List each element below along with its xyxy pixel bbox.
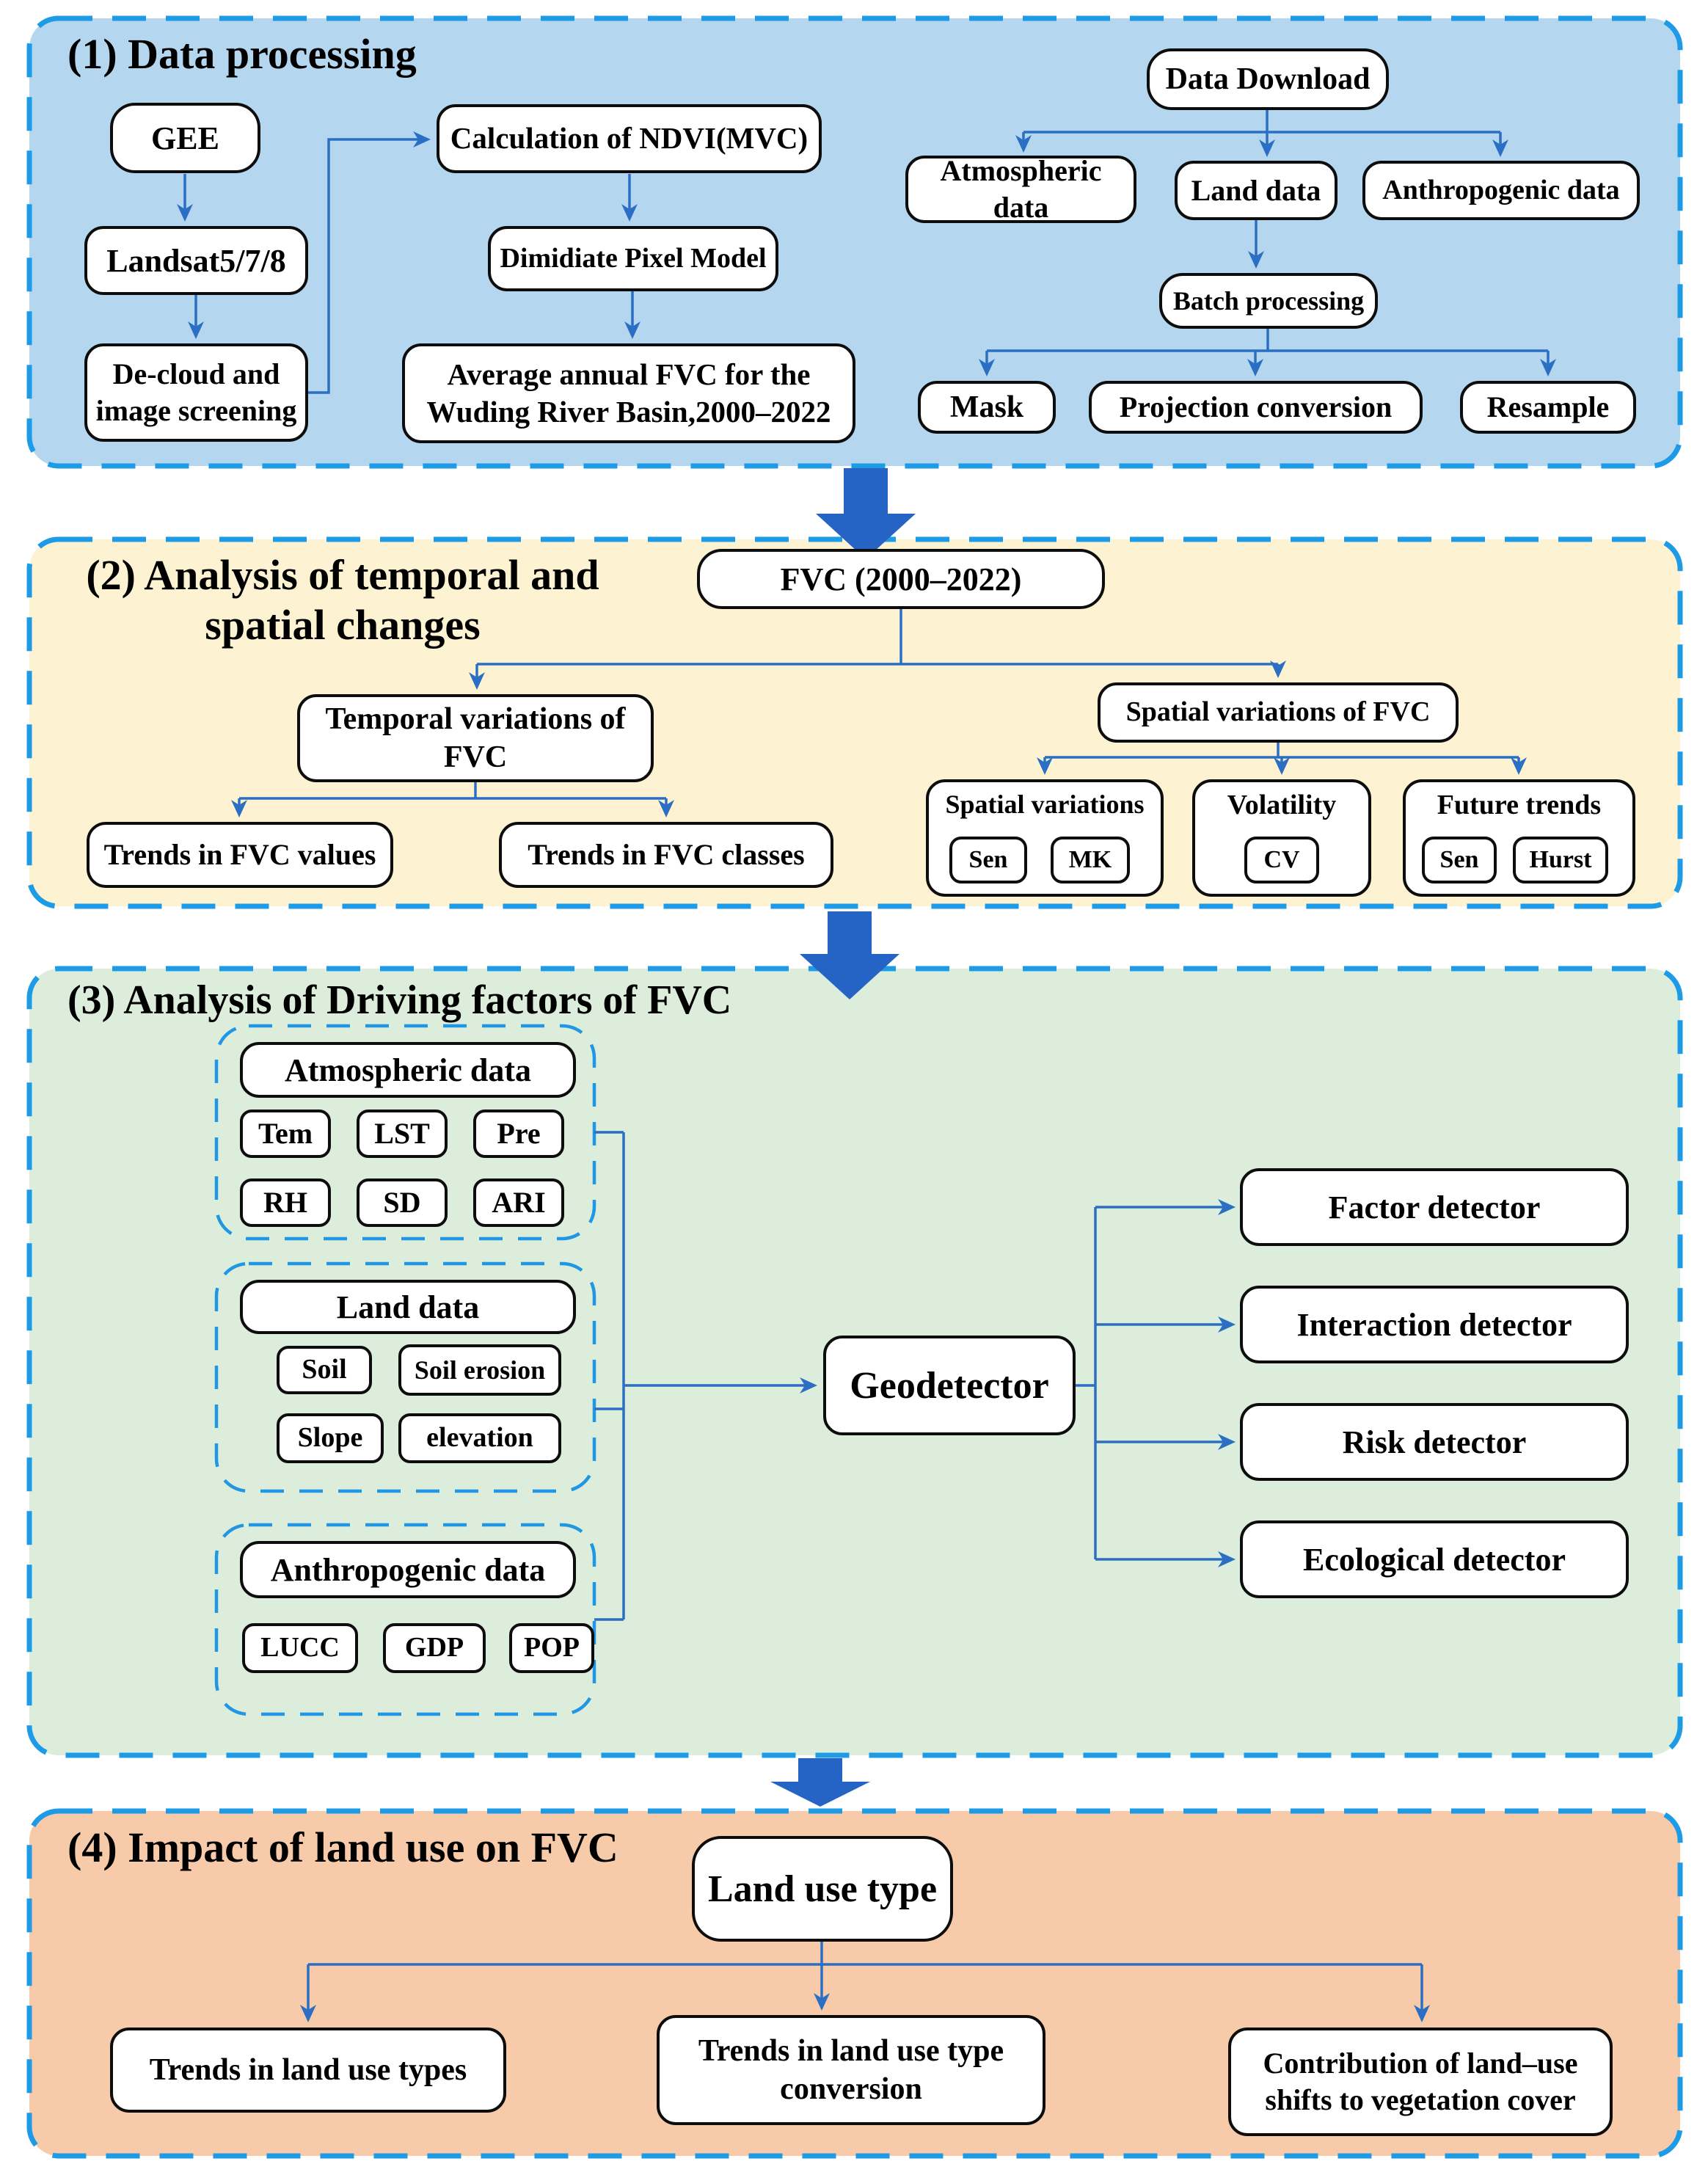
node-interaction-detector: Interaction detector [1240,1286,1629,1363]
group-volatility-label: Volatility [1227,790,1337,820]
node-fvc-2000-2022: FVC (2000–2022) [697,549,1105,609]
chip-soil: Soil [277,1346,372,1394]
section-2-title-line1: (2) Analysis of temporal and [86,551,599,599]
node-trends-fvc-values: Trends in FVC values [87,822,393,888]
chip-rh: RH [240,1178,331,1227]
node-land-data-header: Land data [240,1280,576,1334]
node-gee: GEE [110,103,260,173]
node-temporal-variations: Temporal variations of FVC [297,694,654,782]
chip-tem: Tem [240,1110,331,1158]
node-risk-detector: Risk detector [1240,1403,1629,1481]
node-atmospheric-data-header: Atmospheric data [240,1042,576,1098]
group-spatial-variations-label: Spatial variations [945,790,1145,819]
node-geodetector: Geodetector [823,1336,1076,1435]
node-batch-processing: Batch processing [1159,273,1378,329]
chip-slope: Slope [277,1413,384,1463]
node-anthropogenic-data-1: Anthropogenic data [1362,161,1640,220]
group-future-trends-label: Future trends [1437,790,1602,820]
chip-sd: SD [357,1178,448,1227]
node-landsat: Landsat5/7/8 [84,226,308,295]
node-trends-fvc-classes: Trends in FVC classes [499,822,833,888]
node-projection-conversion: Projection conversion [1089,381,1423,434]
chip-elevation: elevation [398,1413,561,1463]
section-2-title [53,550,632,651]
chip-gdp: GDP [383,1623,486,1673]
section-3-to-4-arrow-icon [770,1758,870,1807]
section-1-title: (1) Data processing [67,30,417,78]
node-data-download: Data Download [1147,48,1389,110]
node-land-use-type: Land use type [692,1836,953,1942]
node-land-data-1: Land data [1175,161,1337,220]
node-trends-land-use-conversion: Trends in land use type conversion [657,2015,1045,2125]
section-3-title: (3) Analysis of Driving factors of FVC [67,977,732,1023]
node-contribution-land-use: Contribution of land–use shifts to vegetation cover [1228,2028,1613,2136]
node-dimidiate-pixel-model: Dimidiate Pixel Model [488,226,778,291]
node-resample: Resample [1460,381,1636,434]
node-decloud: De-cloud and image screening [84,343,308,442]
node-mask: Mask [918,381,1056,434]
chip-hurst: Hurst [1513,837,1608,884]
node-ecological-detector: Ecological detector [1240,1520,1629,1598]
chip-mk: MK [1051,837,1130,884]
node-factor-detector: Factor detector [1240,1168,1629,1246]
chip-pre: Pre [473,1110,564,1158]
chip-cv: CV [1244,837,1319,884]
node-calc-ndvi: Calculation of NDVI(MVC) [437,104,822,173]
chip-lucc: LUCC [242,1623,358,1673]
node-spatial-variations-fvc: Spatial variations of FVC [1098,682,1459,743]
chip-sen: Sen [949,837,1027,884]
chip-soil-erosion: Soil erosion [398,1344,561,1396]
chip-sen-2: Sen [1422,837,1497,884]
section-4-title: (4) Impact of land use on FVC [67,1824,618,1871]
chip-pop: POP [509,1623,594,1673]
node-atmospheric-data-1: Atmospheric data [905,156,1136,223]
node-anthropogenic-data-header: Anthropogenic data [240,1541,576,1598]
chip-ari: ARI [473,1178,564,1227]
node-trends-land-use-types: Trends in land use types [110,2028,506,2113]
node-average-annual-fvc: Average annual FVC for the Wuding River Basin,2000–2022 [402,343,855,443]
chip-lst: LST [357,1110,448,1158]
section-2-title-line2: spatial changes [205,601,481,649]
